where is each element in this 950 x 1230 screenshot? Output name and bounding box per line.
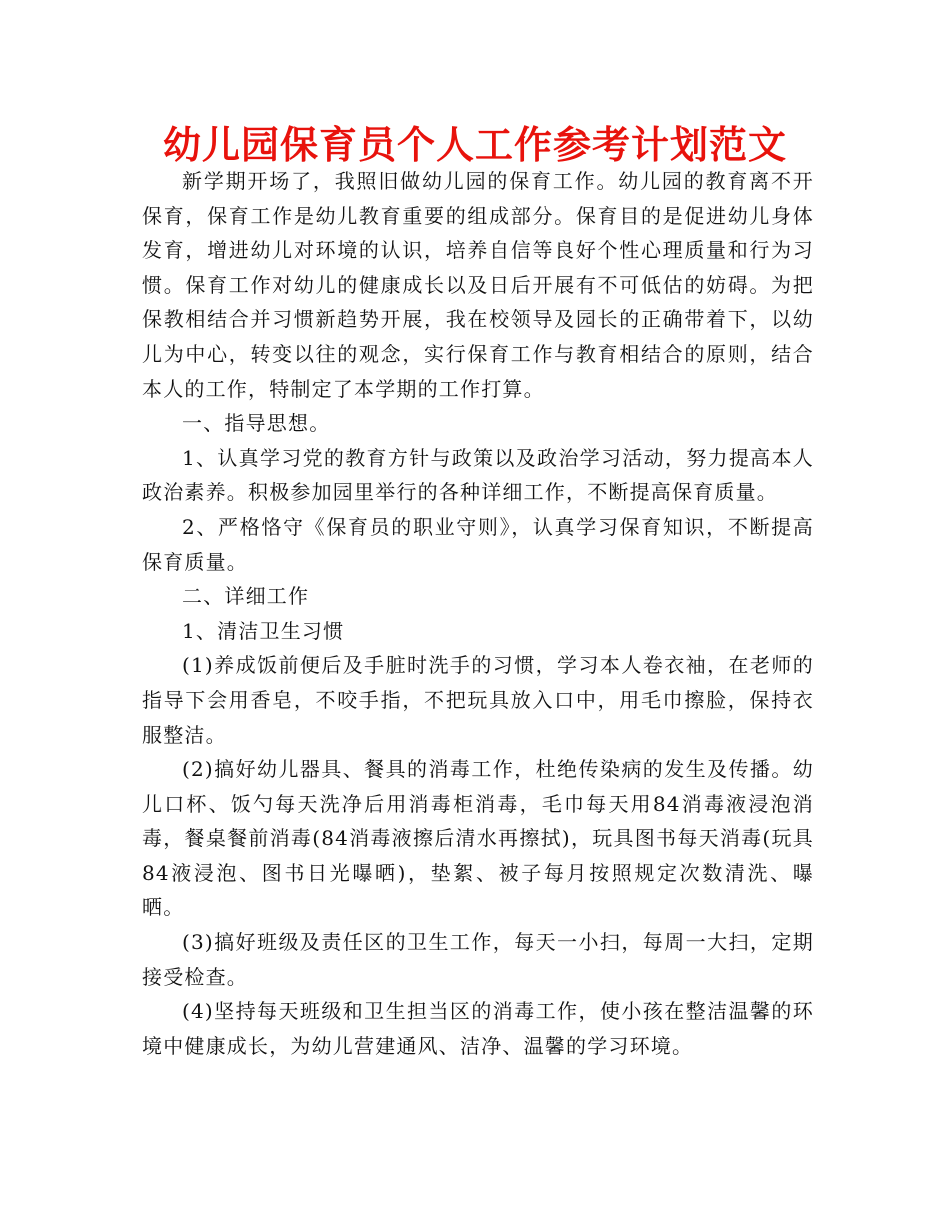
document-body (142, 164, 814, 1063)
paragraph-item-4: (4)坚持每天班级和卫生担当区的消毒工作，使小孩在整洁温馨的环境中健康成长，为幼儿营建通风、洁净、温馨的学习环境。 (142, 999, 814, 1058)
subheading-hygiene-habits: 1、清洁卫生习惯 (182, 618, 345, 643)
heading-guiding-thought: 一、指导思想。 (182, 411, 331, 436)
heading-detailed-work: 二、详细工作 (182, 584, 310, 609)
document-title: 幼儿园保育员个人工作参考计划范文 (162, 123, 787, 167)
paragraph-point-1: 1、认真学习党的教育方针与政策以及政治学习活动，努力提高本人政治素养。积极参加园里举行的各种详细工作，不断提高保育质量。 (142, 445, 814, 505)
paragraph-item-2: (2)搞好幼儿器具、餐具的消毒工作，杜绝传染病的发生及传播。幼儿口杯、饭勺每天洗净后用消毒柜消毒，毛巾每天用84消毒液浸泡消毒，餐桌餐前消毒(84消毒液擦后清水再擦拭)，玩具图书每天消毒(玩具84液浸泡、图书日光曝晒)，垫絮、被子每月按照规定次数清洗、曝晒。 (142, 757, 814, 920)
paragraph-point-2: 2、严格恪守《保育员的职业守则》，认真学习保育知识，不断提高保育质量。 (142, 514, 814, 574)
paragraph-intro: 新学期开场了，我照旧做幼儿园的保育工作。幼儿园的教育离不开保育，保育工作是幼儿教育重要的组成部分。保育目的是促进幼儿身体发育，增进幼儿对环境的认识，培养自信等良好个性心理质量和行为习惯。保育工作对幼儿的健康成长以及日后开展有不可低估的妨碍。为把保教相结合并习惯新趋势开展，我在校领导及园长的正确带着下，以幼儿为中心，转变以往的观念，实行保育工作与教育相结合的原则，结合本人的工作，特制定了本学期的工作打算。 (142, 169, 814, 401)
paragraph-item-3: (3)搞好班级及责任区的卫生工作，每天一小扫，每周一大扫，定期接受检查。 (142, 930, 814, 989)
paragraph-item-1: (1)养成饭前便后及手脏时洗手的习惯，学习本人卷衣袖，在老师的指导下会用香皂，不咬手指，不把玩具放入口中，用毛巾擦脸，保持衣服整洁。 (142, 653, 814, 747)
